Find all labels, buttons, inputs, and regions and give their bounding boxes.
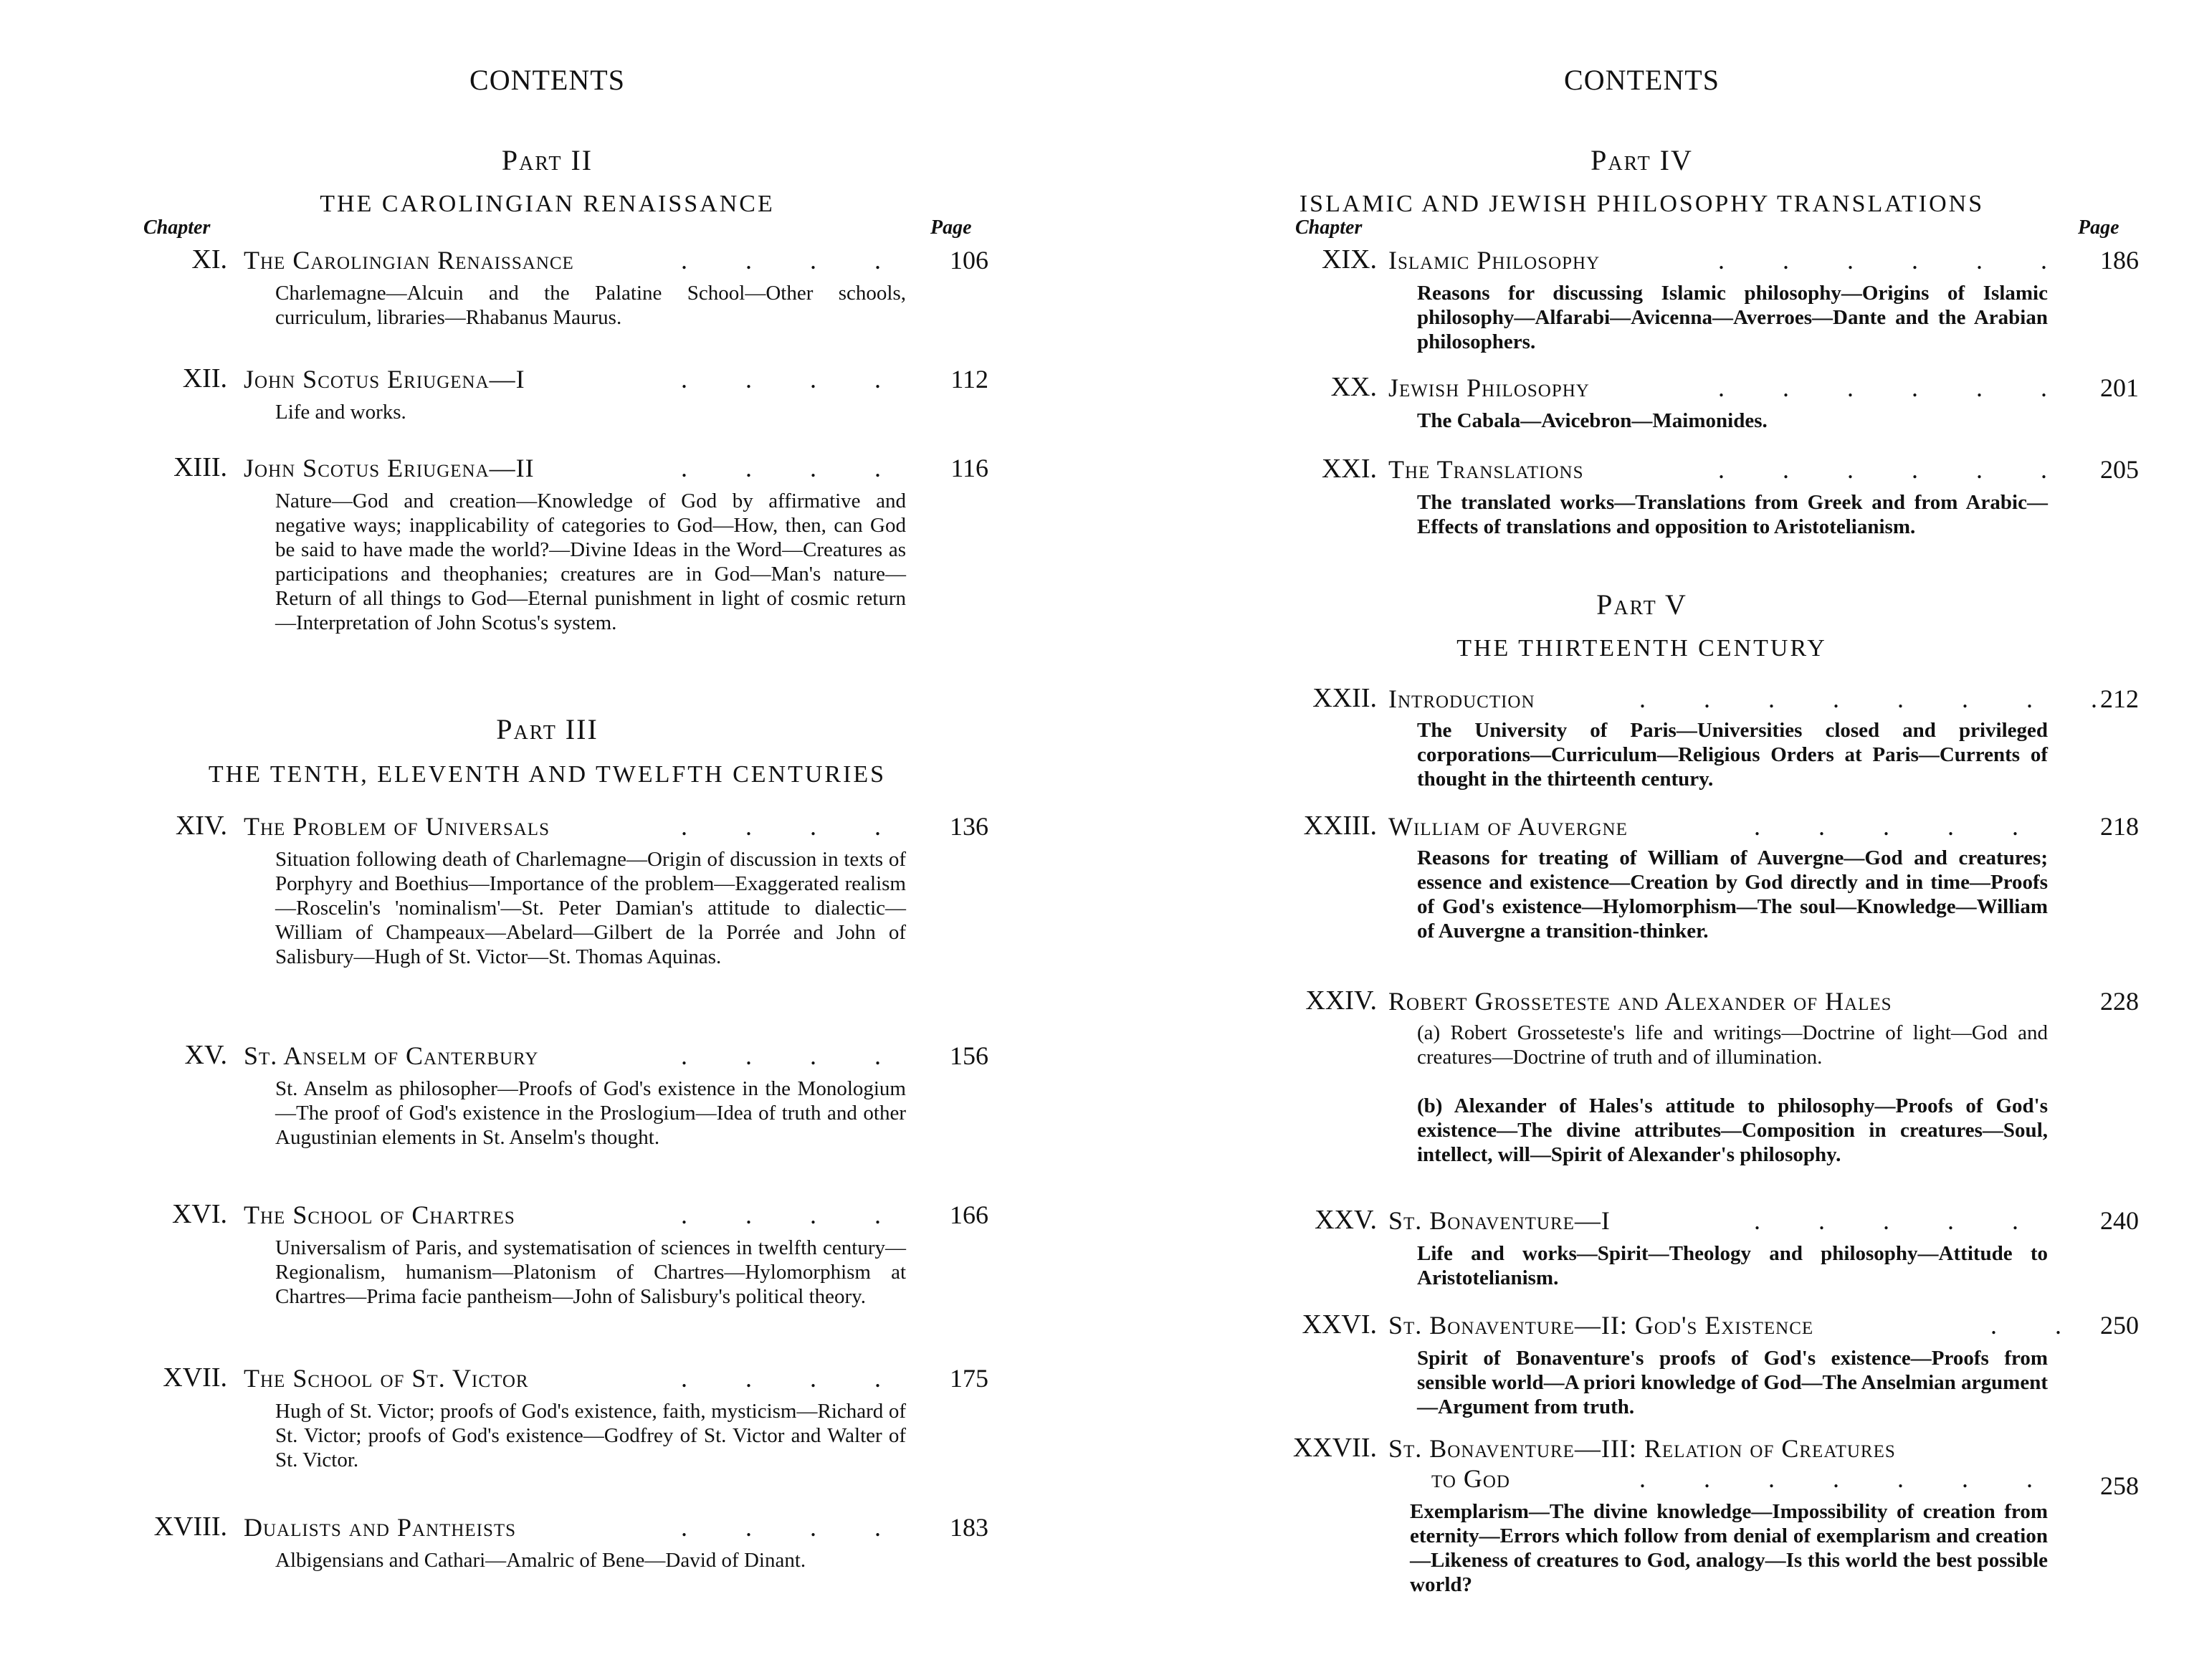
dot-leader: . . . . (681, 1041, 881, 1070)
chapter-description: Reasons for discussing Islamic philosophy—Origins of Islamic philosophy—Alfarabi—Avicenna—Averroes—Dante and the Arabian philosophers. (1417, 282, 2048, 353)
part-subtitle: THE CAROLINGIAN RENAISSANCE (320, 191, 775, 217)
chapter-description: The Cabala—Avicebron—Maimonides. (1417, 409, 1768, 432)
chapter-number: XXIV. (1305, 985, 1377, 1016)
page-number: 250 (2100, 1311, 2139, 1340)
chapter-number: XXI. (1321, 454, 1377, 484)
right-page (1094, 0, 2189, 1680)
dot-leader: . . . . . . (1718, 455, 2047, 484)
page-number: 258 (2100, 1471, 2139, 1500)
part-subtitle: THE TENTH, ELEVENTH AND TWELFTH CENTURIES (208, 761, 887, 788)
page-number: 112 (950, 365, 988, 393)
chapter-number: XI. (191, 244, 227, 275)
chapter-number: XXVII. (1292, 1433, 1377, 1463)
part-title: Part II (501, 144, 593, 176)
chapter-title: The Problem of Universals (244, 812, 550, 841)
chapter-title: Islamic Philosophy (1388, 246, 1601, 275)
chapter-number: XXVI. (1302, 1309, 1377, 1340)
chapter-title: The School of Chartres (244, 1201, 515, 1229)
page-number: 205 (2100, 455, 2139, 484)
dot-leader: . . . . (681, 454, 881, 482)
dot-leader: . . . . . (1754, 1206, 2018, 1235)
chapter-number: XIII. (173, 452, 227, 482)
page-number: 136 (950, 812, 988, 841)
chapter-number: XIX. (1321, 244, 1377, 275)
chapter-title: Robert Grosseteste and Alexander of Hales (1388, 987, 1892, 1016)
chapter-description: Hugh of St. Victor; proofs of God's existence, faith, mysticism—Richard of St. Victor; proofs of God's existence—Godfrey of St. Victor and Walter of St. Victor. (275, 1400, 906, 1471)
dot-leader: . . (1990, 1311, 2061, 1340)
dot-leader: . . . . (681, 365, 881, 393)
chapter-column-label: Chapter (1295, 216, 1363, 239)
chapter-title: St. Bonaventure—I (1388, 1206, 1611, 1235)
chapter-number: XXII. (1312, 683, 1377, 713)
chapter-title-continued: to God (1431, 1464, 1510, 1493)
chapter-description: Situation following death of Charlemagne—Origin of discussion in texts of Porphyry and Boethius—Importance of the problem—Exaggerated realism—Roscelin's 'nominalism'—St. Peter Damian's attitude to dialectic—William of Champeaux—Abelard—Gilbert de la Porrée and John of Salisbury—Hugh of St. Victor—St. Thomas Aquinas. (275, 848, 906, 968)
page-number: 240 (2100, 1206, 2139, 1235)
page-number: 228 (2100, 987, 2139, 1016)
page-column-label: Page (930, 216, 972, 239)
chapter-number: XXV. (1315, 1205, 1377, 1235)
dot-leader: . . . . (681, 1513, 881, 1542)
chapter-number: XII. (182, 363, 227, 393)
chapter-description: Exemplarism—The divine knowledge—Impossibility of creation from eternity—Errors which follow from denial of exemplarism and creation—Likeness of creatures to God, analogy—Is this world the best possible world? (1410, 1500, 2048, 1596)
chapter-number: XVII. (163, 1362, 227, 1393)
page-number: 183 (950, 1513, 988, 1542)
chapter-description: St. Anselm as philosopher—Proofs of God's existence in the Monologium—The proof of God's existence in the Proslogium—Idea of truth and other Augustinian elements in St. Anselm's thought. (275, 1077, 906, 1149)
page-number: 212 (2100, 684, 2139, 713)
dot-leader: . . . . (681, 246, 881, 275)
chapter-number: XVI. (171, 1199, 227, 1229)
chapter-description: Life and works—Spirit—Theology and philosophy—Attitude to Aristotelianism. (1417, 1242, 2048, 1289)
part-subtitle: THE THIRTEENTH CENTURY (1456, 635, 1827, 662)
chapter-description: The University of Paris—Universities closed and privileged corporations—Curriculum—Religious Orders at Paris—Currents of thought in the thirteenth century. (1417, 719, 2048, 791)
page-number: 106 (950, 246, 988, 275)
chapter-description: Nature—God and creation—Knowledge of God by affirmative and negative ways; inapplicability of categories to God—How, then, can God be said to have made the world?—Divine Ideas in the Word—Creatures as participations and theophanies; creatures are in God—Man's nature—Return of all things to God—Eternal punishment in light of cosmic return—Interpretation of John Scotus's system. (275, 490, 906, 634)
page-number: 156 (950, 1041, 988, 1070)
part-title: Part V (1596, 588, 1687, 621)
chapter-description: Albigensians and Cathari—Amalric of Bene—David of Dinant. (275, 1549, 806, 1572)
page-number: 218 (2100, 812, 2139, 841)
chapter-title: Jewish Philosophy (1388, 373, 1590, 402)
page-number: 166 (950, 1201, 988, 1229)
chapter-title: The School of St. Victor (244, 1364, 529, 1393)
dot-leader: . . . . . . . . (1639, 684, 2097, 713)
left-page (0, 0, 1094, 1680)
dot-leader: . . . . (681, 812, 881, 841)
chapter-title: William of Auvergne (1388, 812, 1628, 841)
dot-leader: . . . . (681, 1364, 881, 1393)
page-number: 116 (950, 454, 988, 482)
dot-leader: . . . . . . . (1639, 1464, 2033, 1493)
chapter-number: XIV. (175, 811, 227, 841)
chapter-description: Charlemagne—Alcuin and the Palatine School—Other schools, curriculum, libraries—Rhabanus Maurus. (275, 282, 906, 329)
chapter-title: The Translations (1388, 455, 1584, 484)
chapter-description: Spirit of Bonaventure's proofs of God's existence—Proofs from sensible world—A priori knowledge of God—The Anselmian argument—Argument from truth. (1417, 1347, 2048, 1418)
chapter-title: John Scotus Eriugena—II (244, 454, 535, 482)
chapter-column-label: Chapter (143, 216, 211, 239)
chapter-title: The Carolingian Renaissance (244, 246, 574, 275)
chapter-title: John Scotus Eriugena—I (244, 365, 525, 393)
chapter-number: XVIII. (153, 1512, 227, 1542)
chapter-title: Introduction (1388, 684, 1535, 713)
page-heading: CONTENTS (1564, 64, 1720, 96)
chapter-description-b: (b) Alexander of Hales's attitude to philosophy—Proofs of God's existence—The divine attributes—Composition in creatures—Soul, intellect, will—Spirit of Alexander's philosophy. (1417, 1094, 2048, 1166)
dot-leader: . . . . . . (1718, 246, 2047, 275)
page-column-label: Page (2078, 216, 2119, 239)
part-title: Part IV (1591, 144, 1693, 176)
chapter-title: St. Anselm of Canterbury (244, 1041, 539, 1070)
page-heading: CONTENTS (469, 64, 625, 96)
page-number: 201 (2100, 373, 2139, 402)
part-subtitle: ISLAMIC AND JEWISH PHILOSOPHY TRANSLATIONS (1299, 191, 1985, 217)
chapter-title: Dualists and Pantheists (244, 1513, 517, 1542)
part-title: Part III (496, 713, 598, 745)
chapter-title: St. Bonaventure—III: Relation of Creatures (1388, 1434, 1896, 1463)
dot-leader: . . . . . . (1718, 373, 2047, 402)
dot-leader: . . . . . (1754, 812, 2018, 841)
chapter-description-a: (a) Robert Grosseteste's life and writings—Doctrine of light—God and creatures—Doctrine of truth and of illumination. (1417, 1021, 2048, 1069)
chapter-description: The translated works—Translations from Greek and from Arabic—Effects of translations and opposition to Aristotelianism. (1417, 491, 2048, 538)
chapter-description: Reasons for treating of William of Auvergne—God and creatures; essence and existence—Creation by God directly and in time—Proofs of God's existence—Hylomorphism—The soul—Knowledge—William of Auvergne a transition-thinker. (1417, 846, 2048, 942)
dot-leader: . . . . (681, 1201, 881, 1229)
page-number: 175 (950, 1364, 988, 1393)
chapter-number: XX. (1330, 372, 1377, 402)
chapter-number: XXIII. (1303, 811, 1377, 841)
chapter-number: XV. (184, 1040, 227, 1070)
chapter-description: Life and works. (275, 401, 406, 424)
page-number: 186 (2100, 246, 2139, 275)
chapter-title: St. Bonaventure—II: God's Existence (1388, 1311, 1814, 1340)
chapter-description: Universalism of Paris, and systematisation of sciences in twelfth century—Regionalism, humanism—Platonism of Chartres—Hylomorphism at Chartres—Prima facie pantheism—John of Salisbury's political theory. (275, 1236, 906, 1308)
